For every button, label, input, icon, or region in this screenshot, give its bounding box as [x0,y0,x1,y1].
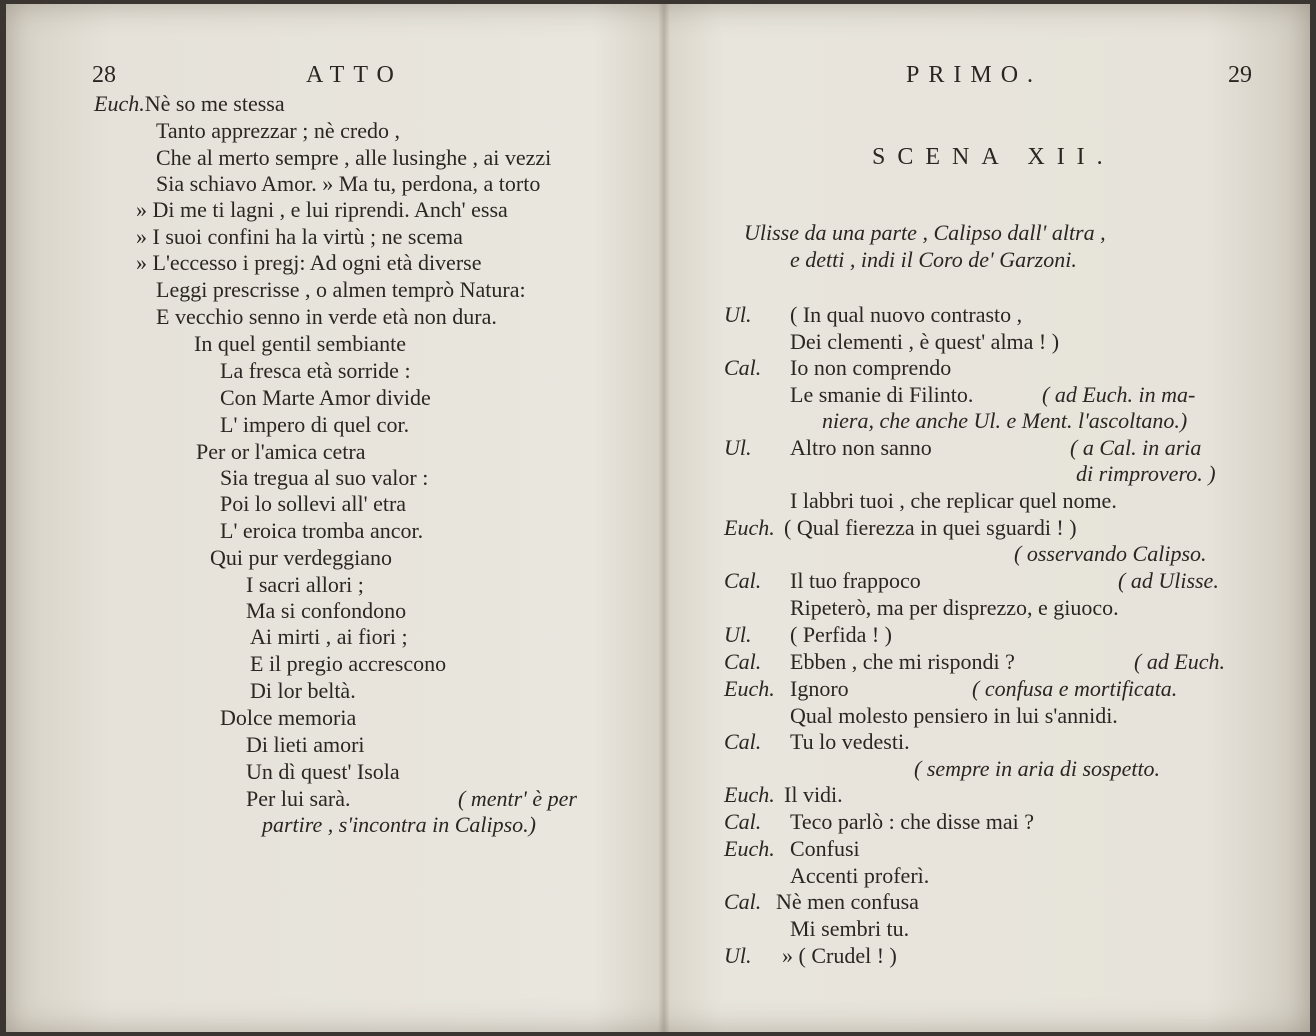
verse-line: Con Marte Amor divide [220,385,431,410]
verse-line: Leggi prescrisse , o almen temprò Natura: [156,277,526,302]
dialogue-text: ( In qual nuovo contrasto , [790,302,1023,327]
dialogue-text: Accenti proferì. [790,863,930,888]
verse-line: L' impero di quel cor. [220,412,410,437]
dialogue-text: Qual molesto pensiero in lui s'annidi. [790,703,1118,728]
dialogue-text: Nè men confusa [776,889,919,914]
verse-line: Di lor beltà. [250,678,356,703]
verse-line: I sacri allori ; [246,572,364,597]
speaker-label: Euch. [724,515,775,540]
verse-line: Qui pur verdeggiano [210,545,393,570]
dialogue-text: Mi sembri tu. [790,916,910,941]
verse-line: » L'eccesso i pregj: Ad ogni età diverse [136,250,482,275]
stage-direction: Ulisse da una parte , Calipso dall' altra , [744,220,1106,245]
book-gutter [658,4,670,1032]
running-head: ATTO [306,62,403,88]
page-number: 28 [92,62,116,88]
verse-text: Nè so me stessa [144,91,285,116]
verse-line: Dolce memoria [220,705,357,730]
dialogue-text: Io non comprendo [790,355,952,380]
left-page [6,4,658,1032]
dialogue-text: Altro non sanno [790,435,932,460]
verse-line: L' eroica tromba ancor. [220,518,424,543]
stage-direction: partire , s'incontra in Calipso.) [262,812,537,837]
dialogue-text: Confusi [790,836,860,861]
dialogue-text: Ignoro [790,676,849,701]
verse-line: Ma si confondono [246,598,407,623]
speaker-label: Ul. [724,943,752,968]
verse-line: Poi lo sollevi all' etra [220,491,407,516]
verse-line: Che al merto sempre , alle lusinghe , ai vezzi [156,145,552,170]
book-spread [6,4,1310,1032]
verse-line: E il pregio accrescono [250,651,447,676]
speaker-label: Ul. [724,435,752,460]
dialogue-text: Teco parlò : che disse mai ? [790,809,1035,834]
speaker-label: Cal. [724,355,762,380]
dialogue-text: Le smanie di Filinto. [790,382,974,407]
stage-direction: ( mentr' è per [458,786,577,811]
verse-line: Ai mirti , ai fiori ; [250,624,408,649]
verse-line: Un dì quest' Isola [246,759,400,784]
verse-line: Sia schiavo Amor. » Ma tu, perdona, a torto [156,171,541,196]
stage-direction: ( ad Ulisse. [1118,568,1219,593]
stage-direction: ( confusa e mortificata. [972,676,1178,701]
speaker-label: Cal. [724,889,762,914]
speaker-label: Euch. [724,836,775,861]
speaker-label: Cal. [724,809,762,834]
speaker-label: Cal. [724,649,762,674]
verse-line: Tanto apprezzar ; nè credo , [156,118,400,143]
dialogue-text: Ebben , che mi rispondi ? [790,649,1015,674]
verse-line [94,93,285,115]
right-page [670,4,1310,1032]
dialogue-text: Tu lo vedesti. [790,729,910,754]
stage-direction: ( sempre in aria di sospetto. [914,756,1161,781]
verse-line: » Di me ti lagni , e lui riprendi. Anch' essa [136,197,508,222]
verse-line: » I suoi confini ha la virtù ; ne scema [136,224,463,249]
dialogue-text: Il vidi. [784,782,843,807]
dialogue-text: Ripeterò, ma per disprezzo, e giuoco. [790,595,1119,620]
speaker-label: Euch. [94,91,145,116]
verse-line: Per or l'amica cetra [196,439,366,464]
verse-line: E vecchio senno in verde età non dura. [156,304,497,329]
dialogue-text: » ( Crudel ! ) [782,943,897,968]
dialogue-text: ( Qual fierezza in quei sguardi ! ) [784,515,1077,540]
stage-direction: ( ad Euch. in ma- [1042,382,1196,407]
dialogue-text: ( Perfida ! ) [790,622,893,647]
speaker-label: Euch. [724,782,775,807]
stage-direction: ( a Cal. in aria [1070,435,1202,460]
stage-direction: niera, che anche Ul. e Ment. l'ascoltano.) [822,408,1188,433]
verse-line: In quel gentil sembiante [194,331,406,356]
verse-line: La fresca età sorride : [220,358,411,383]
speaker-label: Euch. [724,676,775,701]
dialogue-text: Dei clementi , è quest' alma ! ) [790,329,1060,354]
verse-line: Di lieti amori [246,732,365,757]
verse-line: Sia tregua al suo valor : [220,465,429,490]
speaker-label: Cal. [724,729,762,754]
stage-direction: e detti , indi il Coro de' Garzoni. [790,247,1077,272]
scene-title: SCENA XII. [872,144,1115,170]
speaker-label: Cal. [724,568,762,593]
speaker-label: Ul. [724,302,752,327]
stage-direction: ( osservando Calipso. [1014,541,1207,566]
stage-direction: ( ad Euch. [1134,649,1226,674]
running-head: PRIMO. [906,62,1043,88]
verse-line: Per lui sarà. [246,786,351,811]
speaker-label: Ul. [724,622,752,647]
dialogue-text: I labbri tuoi , che replicar quel nome. [790,488,1117,513]
stage-direction: di rimprovero. ) [1076,461,1216,486]
dialogue-text: Il tuo frappoco [790,568,921,593]
page-number: 29 [1228,62,1252,88]
